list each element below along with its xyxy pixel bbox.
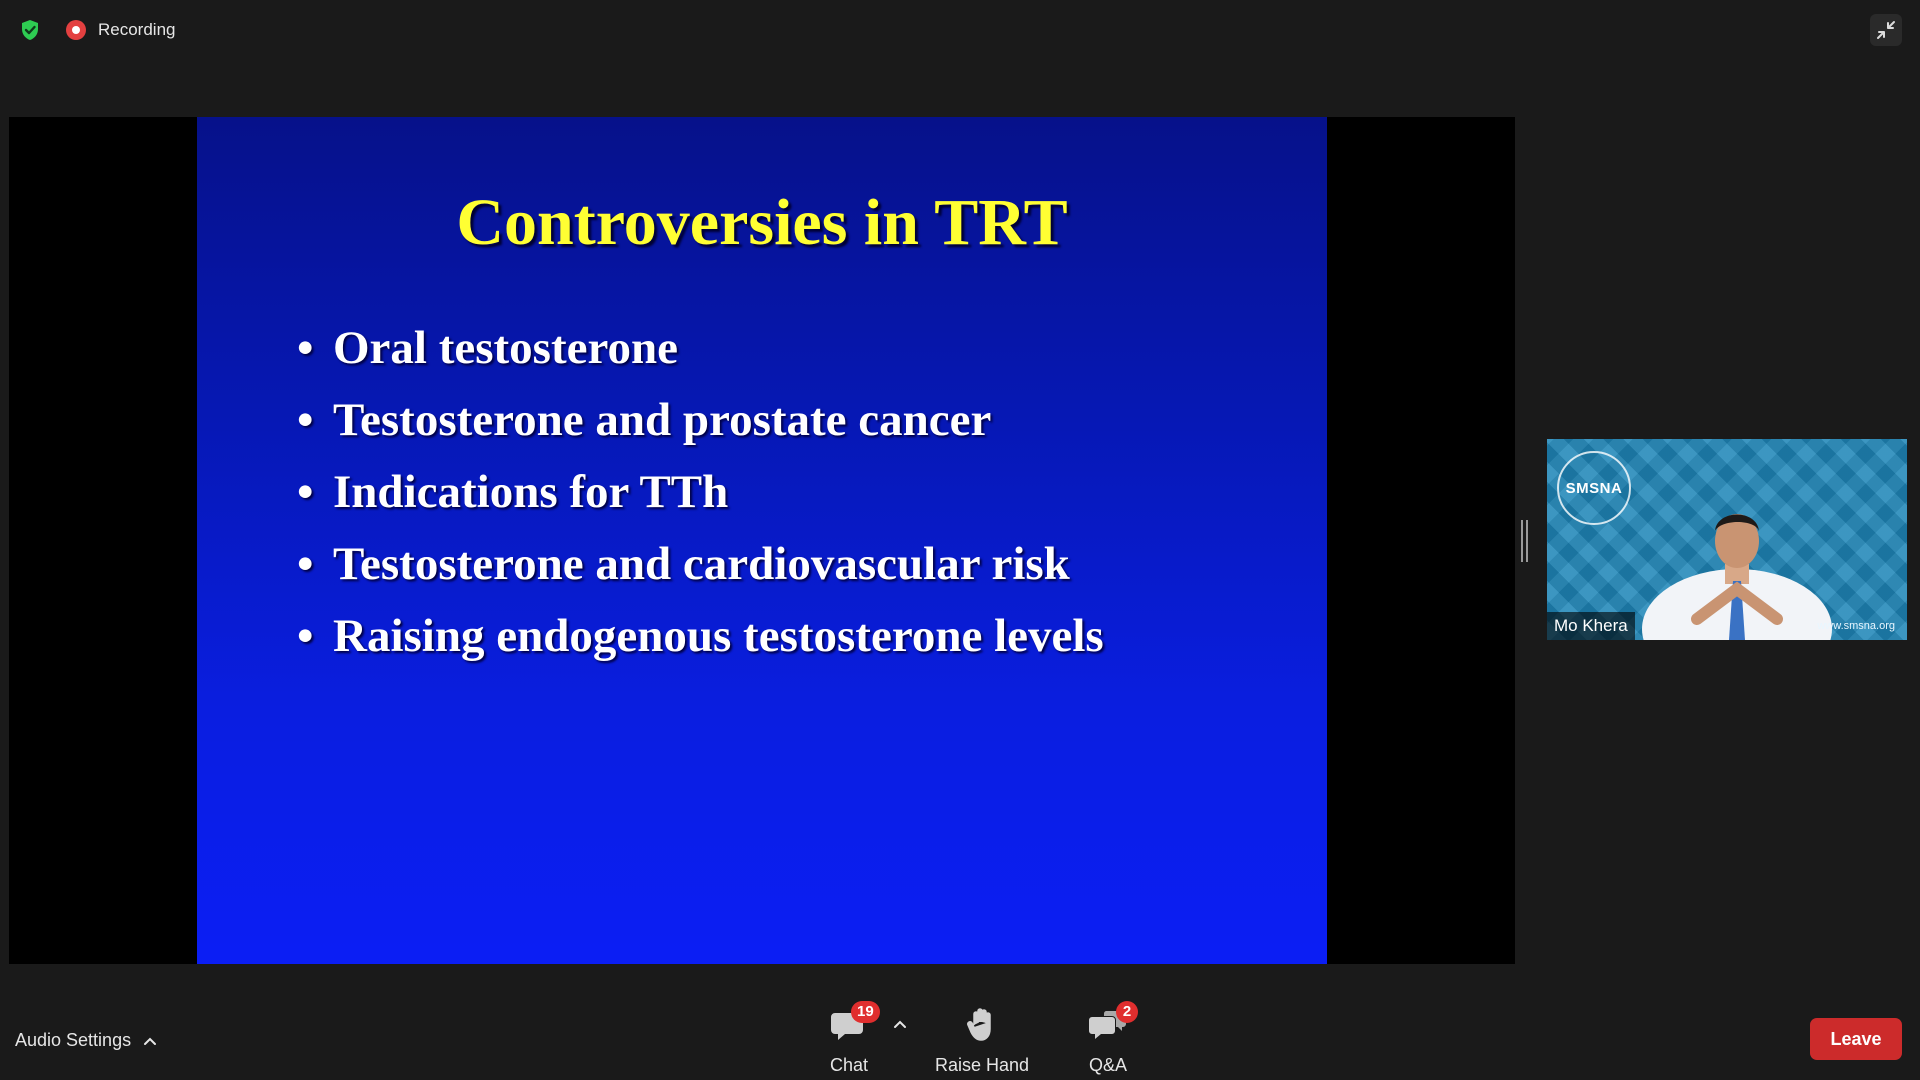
leave-button[interactable]: Leave bbox=[1810, 1018, 1902, 1060]
participant-name: Mo Khera bbox=[1547, 612, 1635, 640]
recording-icon bbox=[66, 20, 86, 40]
slide-bullet: • Indications for TTh bbox=[297, 456, 1104, 528]
screen-share-area bbox=[9, 117, 1515, 964]
chat-unread-badge: 19 bbox=[851, 1001, 880, 1023]
qa-label: Q&A bbox=[1088, 1055, 1127, 1075]
raise-hand-button[interactable] bbox=[922, 1005, 1042, 1076]
audio-settings-button[interactable] bbox=[15, 1030, 157, 1051]
slide-bullet: • Testosterone and prostate cancer bbox=[297, 384, 1104, 456]
handle-line bbox=[1521, 520, 1523, 562]
presentation-slide bbox=[197, 117, 1327, 964]
panel-resize-handle[interactable] bbox=[1520, 520, 1528, 562]
chat-button[interactable] bbox=[789, 1005, 909, 1076]
qa-unread-badge: 2 bbox=[1116, 1001, 1138, 1023]
participant-video-tile[interactable] bbox=[1547, 439, 1907, 640]
slide-bullet: • Testosterone and cardiovascular risk bbox=[297, 528, 1104, 600]
recording-indicator[interactable] bbox=[66, 20, 176, 40]
raise-hand-icon bbox=[962, 1005, 1002, 1045]
slide-title: Controversies in TRT bbox=[456, 186, 1068, 259]
qa-button[interactable] bbox=[1048, 1005, 1168, 1076]
top-bar bbox=[0, 0, 1920, 60]
slide-bullet: • Oral testosterone bbox=[297, 312, 1104, 384]
raise-hand-label: Raise Hand bbox=[934, 1055, 1030, 1075]
recording-label: Recording bbox=[98, 20, 176, 39]
shield-check-icon[interactable] bbox=[18, 18, 42, 42]
watermark-url: www.smsna.org bbox=[1817, 620, 1895, 632]
chevron-up-icon[interactable] bbox=[143, 1034, 157, 1048]
smsna-logo: SMSNA bbox=[1557, 451, 1631, 525]
chat-label: Chat bbox=[829, 1055, 869, 1075]
audio-settings-label: Audio Settings bbox=[15, 1030, 132, 1050]
chevron-up-icon[interactable] bbox=[893, 1017, 907, 1031]
speaker-video-image bbox=[1637, 479, 1837, 640]
slide-bullet-list bbox=[297, 312, 1104, 672]
slide-bullet: • Raising endogenous testosterone levels bbox=[297, 600, 1104, 672]
exit-fullscreen-icon[interactable] bbox=[1870, 14, 1902, 46]
handle-line bbox=[1526, 520, 1528, 562]
